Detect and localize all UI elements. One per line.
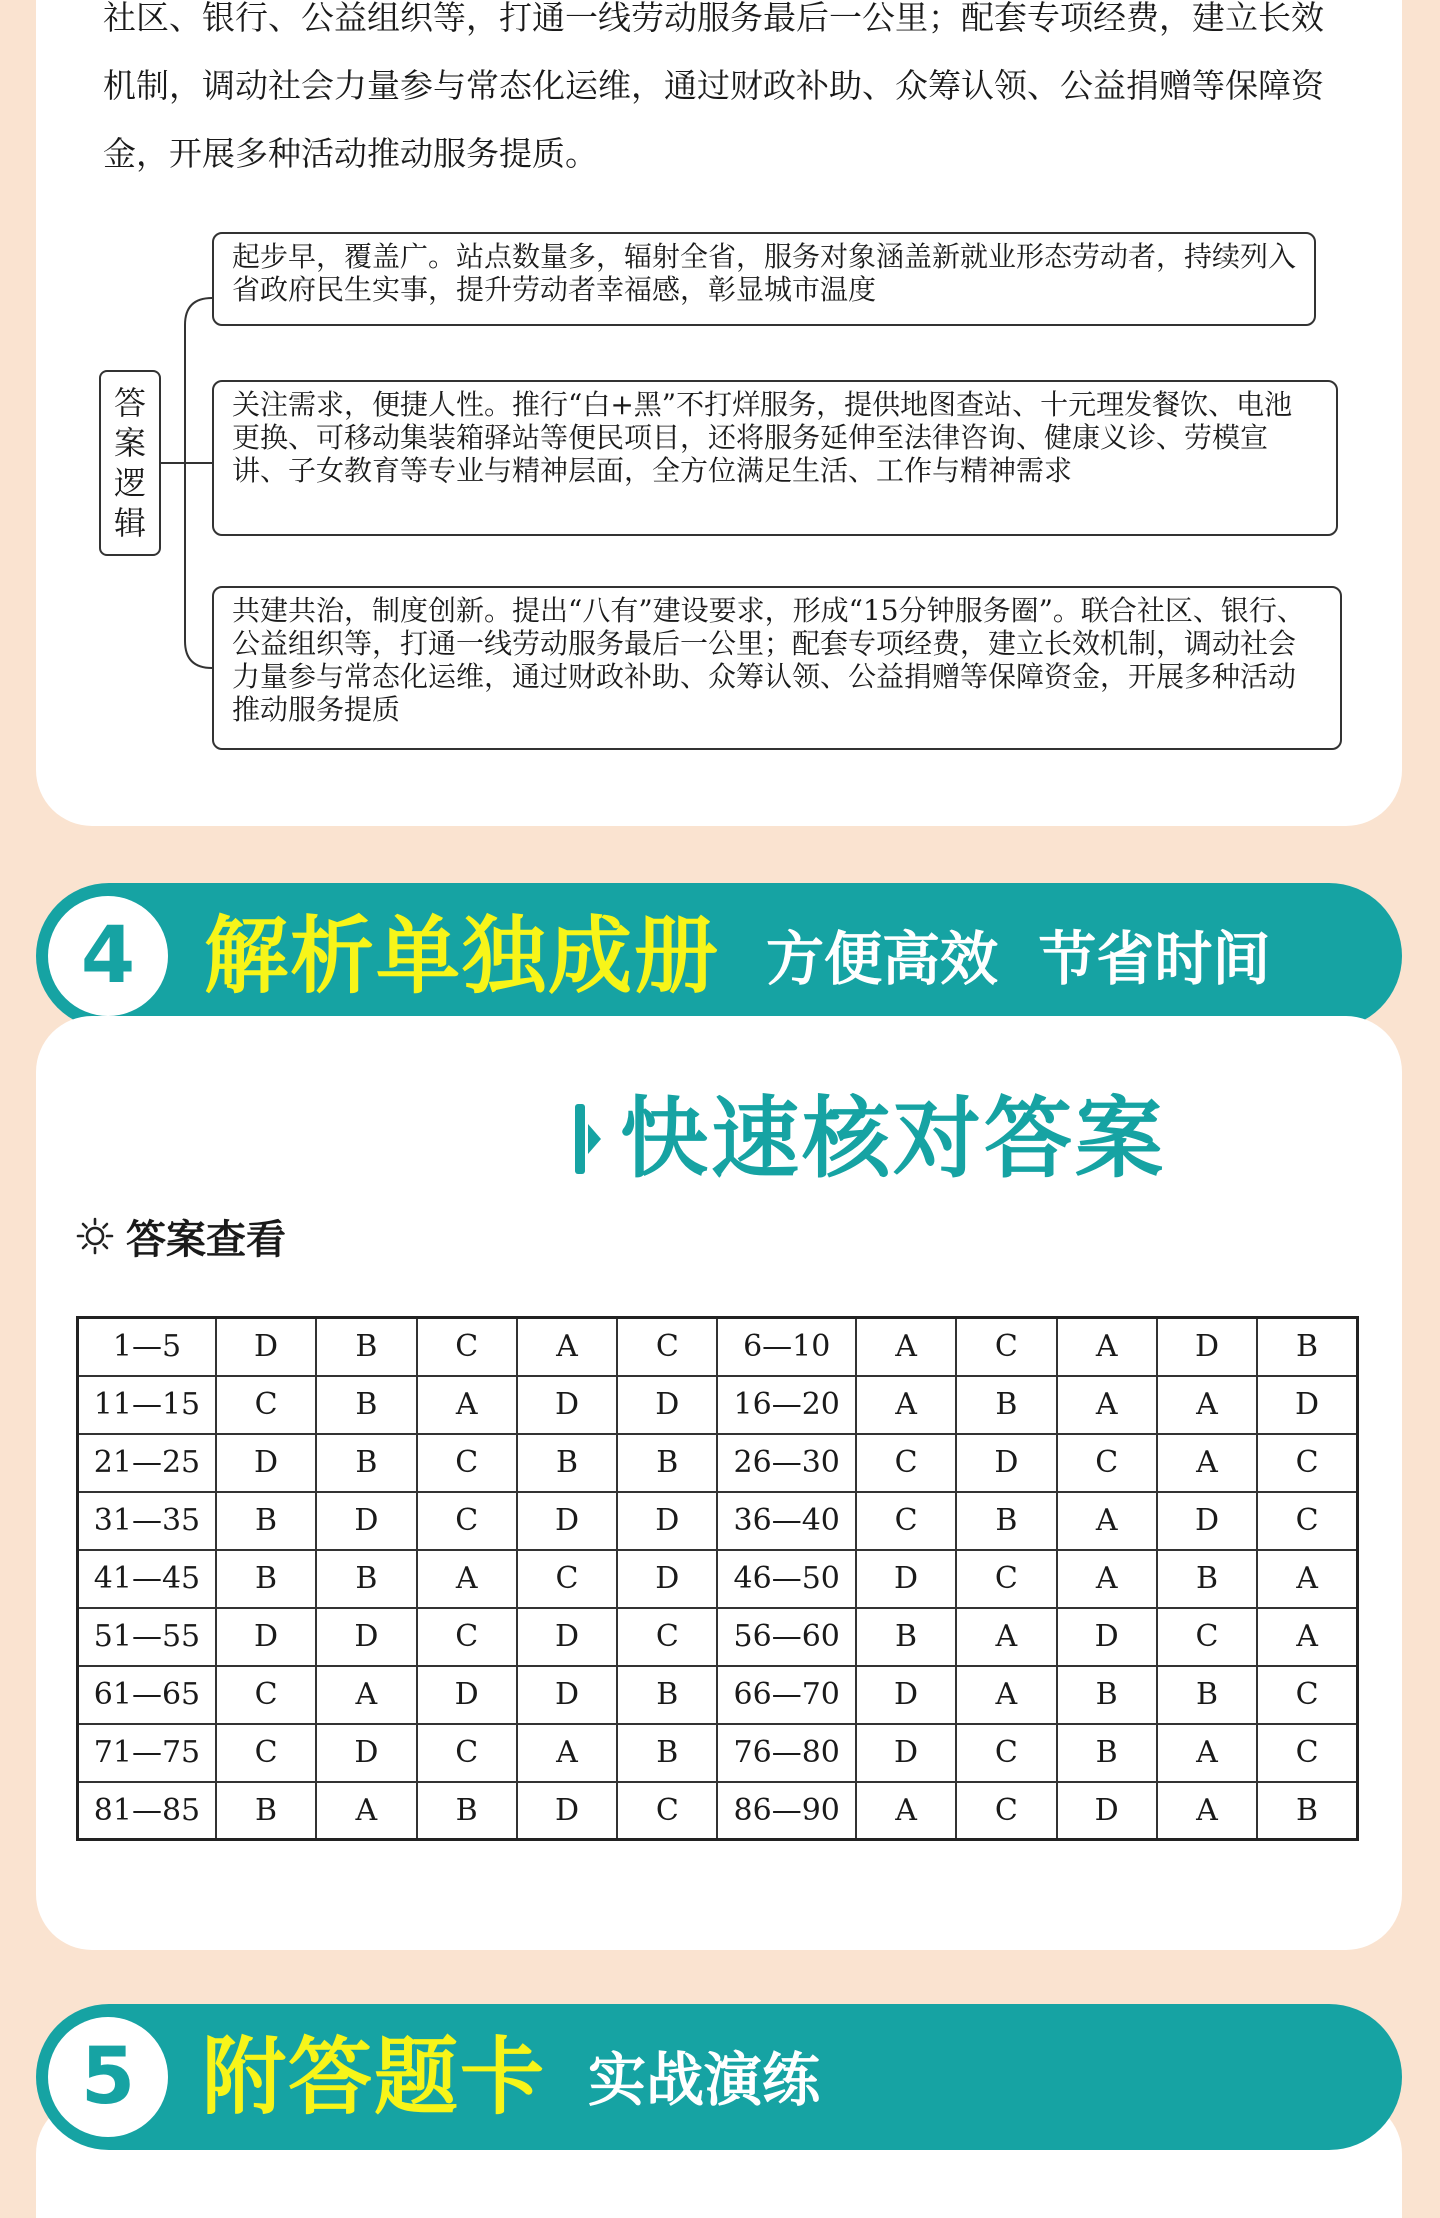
answer-cell: B (1257, 1782, 1357, 1840)
answer-cell: D (1257, 1376, 1357, 1434)
table-row (78, 1782, 1358, 1840)
answer-cell: C (956, 1318, 1056, 1376)
question-range-cell: 16—20 (717, 1376, 855, 1434)
answer-cell: D (1057, 1782, 1157, 1840)
answer-cell: A (1157, 1434, 1257, 1492)
answer-cell: A (956, 1666, 1056, 1724)
answer-cell: A (316, 1782, 416, 1840)
answer-cell: C (1257, 1666, 1357, 1724)
answer-cell: B (517, 1434, 617, 1492)
answer-cell: A (517, 1318, 617, 1376)
answer-cell: C (216, 1666, 316, 1724)
table-row (78, 1608, 1358, 1666)
answer-cell: D (617, 1492, 717, 1550)
answer-cell: C (417, 1724, 517, 1782)
answer-cell: C (417, 1492, 517, 1550)
section-5-subtitle: 实战演练 (588, 2046, 821, 2114)
question-range-cell: 21—25 (78, 1434, 216, 1492)
answer-cell: B (1057, 1666, 1157, 1724)
answer-cell: B (417, 1782, 517, 1840)
answer-cell: D (956, 1434, 1056, 1492)
answer-cell: D (216, 1318, 316, 1376)
section-4-subtitle: 方便高效 节省时间 (766, 925, 1271, 993)
intro-line: 社区、银行、公益组织等，打通一线劳动服务最后一公里；配套专项经费，建立长效 (103, 0, 1324, 37)
question-range-cell: 71—75 (78, 1724, 216, 1782)
answer-cell: D (517, 1666, 617, 1724)
question-range-cell: 76—80 (717, 1724, 855, 1782)
answer-cell: A (1057, 1550, 1157, 1608)
answer-cell: B (316, 1318, 416, 1376)
answer-cell: D (517, 1608, 617, 1666)
answer-cell: B (1157, 1666, 1257, 1724)
answer-cell: A (856, 1376, 956, 1434)
question-range-cell: 56—60 (717, 1608, 855, 1666)
answer-cell: A (517, 1724, 617, 1782)
answer-view-label: 答案查看 (126, 1216, 286, 1263)
answer-cell: B (216, 1492, 316, 1550)
answer-cell: A (1157, 1782, 1257, 1840)
section-4-banner (36, 883, 1402, 1029)
answer-cell: D (1157, 1492, 1257, 1550)
answer-cell: A (316, 1666, 416, 1724)
question-range-cell: 26—30 (717, 1434, 855, 1492)
question-range-cell: 51—55 (78, 1608, 216, 1666)
answer-cell: C (617, 1608, 717, 1666)
answer-cell: D (617, 1376, 717, 1434)
table-row (78, 1434, 1358, 1492)
answer-cell: A (1257, 1550, 1357, 1608)
title-bar-icon (575, 1104, 585, 1174)
sun-icon (76, 1217, 114, 1255)
answer-cell: D (216, 1608, 316, 1666)
answer-cell: C (617, 1318, 717, 1376)
answer-cell: D (856, 1666, 956, 1724)
quick-check-title: 快速核对答案 (620, 1087, 1167, 1190)
answer-cell: B (316, 1376, 416, 1434)
answer-cell: A (417, 1376, 517, 1434)
table-row (78, 1550, 1358, 1608)
answer-cell: C (1257, 1492, 1357, 1550)
answer-cell: A (856, 1318, 956, 1376)
table-row (78, 1376, 1358, 1434)
mindmap-branch-1: 起步早，覆盖广。站点数量多，辐射全省，服务对象涵盖新就业形态劳动者，持续列入省政府民生实事，提升劳动者幸福感，彰显城市温度 (212, 232, 1316, 326)
question-range-cell: 61—65 (78, 1666, 216, 1724)
question-range-cell: 86—90 (717, 1782, 855, 1840)
answer-cell: C (1257, 1724, 1357, 1782)
answer-cell: B (856, 1608, 956, 1666)
answer-cell: A (1157, 1724, 1257, 1782)
question-range-cell: 6—10 (717, 1318, 855, 1376)
answer-cell: A (1257, 1608, 1357, 1666)
answer-view-heading (76, 1208, 286, 1264)
answer-cell: B (617, 1666, 717, 1724)
answer-cell: C (956, 1724, 1056, 1782)
title-chevron-icon (588, 1124, 601, 1154)
intro-paragraph (103, 0, 1343, 188)
answer-cell: D (856, 1724, 956, 1782)
table-row (78, 1724, 1358, 1782)
mindmap-branch-3: 共建共治，制度创新。提出“八有”建设要求，形成“15分钟服务圈”。联合社区、银行、公益组织等，打通一线劳动服务最后一公里；配套专项经费，建立长效机制，调动社会力量参与常态化运维，通过财政补助、众筹认领、公益捐赠等保障资金，开展多种活动推动服务提质 (212, 586, 1342, 750)
question-range-cell: 36—40 (717, 1492, 855, 1550)
answer-cell: B (1257, 1318, 1357, 1376)
answer-cell: A (1157, 1376, 1257, 1434)
question-range-cell: 1—5 (78, 1318, 216, 1376)
answer-cell: A (1057, 1376, 1157, 1434)
answer-cell: A (956, 1608, 1056, 1666)
answer-cell: D (517, 1782, 617, 1840)
answer-cell: C (856, 1492, 956, 1550)
section-5-title: 附答题卡 (202, 2028, 547, 2126)
answer-cell: C (417, 1434, 517, 1492)
answer-cell: D (316, 1492, 416, 1550)
answer-cell: D (517, 1376, 617, 1434)
answer-cell: B (956, 1376, 1056, 1434)
answer-cell: D (1157, 1318, 1257, 1376)
section-number-badge: 5 (48, 2017, 168, 2137)
section-number-badge: 4 (48, 896, 168, 1016)
question-range-cell: 11—15 (78, 1376, 216, 1434)
intro-line: 机制，调动社会力量参与常态化运维，通过财政补助、众筹认领、公益捐赠等保障资 (103, 66, 1324, 105)
answer-cell: C (617, 1782, 717, 1840)
answer-cell: D (856, 1550, 956, 1608)
answer-cell: A (417, 1550, 517, 1608)
answer-cell: C (417, 1608, 517, 1666)
question-range-cell: 66—70 (717, 1666, 855, 1724)
intro-line: 金，开展多种活动推动服务提质。 (103, 134, 598, 173)
answer-cell: B (216, 1782, 316, 1840)
answer-cell: C (417, 1318, 517, 1376)
mindmap-branch-2: 关注需求，便捷人性。推行“白+黑”不打烊服务，提供地图查站、十元理发餐饮、电池更换、可移动集装箱驿站等便民项目，还将服务延伸至法律咨询、健康义诊、劳模宣讲、子女教育等专业与精神层面，全方位满足生活、工作与精神需求 (212, 380, 1338, 536)
answer-cell: C (216, 1724, 316, 1782)
section-4-title: 解析单独成册 (204, 907, 721, 1005)
answer-cell: C (956, 1782, 1056, 1840)
answer-cell: A (1057, 1492, 1157, 1550)
question-range-cell: 81—85 (78, 1782, 216, 1840)
question-range-cell: 31—35 (78, 1492, 216, 1550)
answer-cell: D (316, 1724, 416, 1782)
mindmap-root: 答案逻辑 (99, 370, 161, 556)
table-row (78, 1666, 1358, 1724)
answer-cell: D (316, 1608, 416, 1666)
answer-cell: B (1057, 1724, 1157, 1782)
answer-cell: B (1157, 1550, 1257, 1608)
question-range-cell: 41—45 (78, 1550, 216, 1608)
answer-cell: D (417, 1666, 517, 1724)
answer-cell: D (216, 1434, 316, 1492)
question-range-cell: 46—50 (717, 1550, 855, 1608)
answer-cell: B (316, 1434, 416, 1492)
answer-table (76, 1316, 1359, 1841)
section-5-banner (36, 2004, 1402, 2150)
answer-cell: D (517, 1492, 617, 1550)
answer-cell: A (856, 1782, 956, 1840)
answer-cell: C (956, 1550, 1056, 1608)
answer-cell: C (1257, 1434, 1357, 1492)
answer-cell: D (1057, 1608, 1157, 1666)
table-row (78, 1318, 1358, 1376)
answer-cell: C (517, 1550, 617, 1608)
answer-cell: B (617, 1434, 717, 1492)
table-row (78, 1492, 1358, 1550)
answer-cell: D (617, 1550, 717, 1608)
answer-cell: B (316, 1550, 416, 1608)
answer-cell: B (617, 1724, 717, 1782)
answer-cell: B (956, 1492, 1056, 1550)
answer-cell: A (1057, 1318, 1157, 1376)
answer-cell: C (1157, 1608, 1257, 1666)
answer-cell: C (216, 1376, 316, 1434)
answer-cell: C (856, 1434, 956, 1492)
answer-cell: B (216, 1550, 316, 1608)
answer-cell: C (1057, 1434, 1157, 1492)
